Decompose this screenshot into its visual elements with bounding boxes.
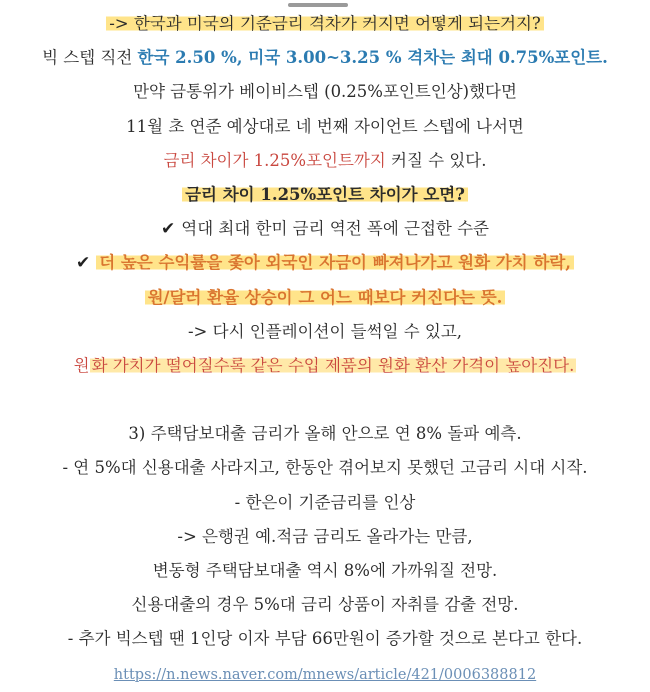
line-capital-outflow	[0, 246, 650, 280]
import-price-first: 원	[73, 355, 90, 375]
line-record-gap	[0, 212, 650, 246]
line-rate-gap	[0, 41, 650, 75]
check-mark-icon: ✔	[75, 253, 91, 274]
line-deposit-rates: -> 은행권 예.적금 금리도 올라가는 만큼,	[177, 526, 473, 546]
capital-outflow-text: 더 높은 수익률을 좇아 외국인 자금이 빠져나가고 원화 가치 하락,	[96, 253, 574, 272]
gap-question-highlight: 금리 차이 1.25%포인트 차이가 오면?	[182, 185, 468, 204]
line-mortgage-rate: 3) 주택담보대출 금리가 올해 안으로 연 8% 돌파 예측.	[128, 424, 522, 444]
line-baby-step: 만약 금통위가 베이비스텝 (0.25%포인트인상)했다면	[133, 82, 517, 102]
line-bok-hike: - 한은이 기준금리를 인상	[234, 492, 416, 512]
spacer	[0, 383, 650, 417]
line-giant-step: 11월 초 연준 예상대로 네 번째 자이언트 스텝에 나서면	[126, 116, 524, 136]
import-price-highlight: 화 가치가 떨어질수록 같은 수입 제품의 원화 환산 가격이 높아진다.	[91, 355, 575, 375]
line-gap-widen	[0, 144, 650, 178]
record-gap-text: 역대 최대 한미 금리 역전 폭에 근접한 수준	[181, 219, 489, 239]
gap-widen-rest: 커질 수 있다.	[385, 150, 487, 170]
article-note	[0, 7, 650, 691]
line-interest-burden: - 추가 빅스텝 땐 1인당 이자 부담 66만원이 증가할 것으로 본다고 한다.	[67, 629, 583, 649]
line-exchange-rate	[0, 281, 650, 315]
gap-widen-red: 금리 차이가 1.25%포인트까지	[163, 150, 386, 170]
line-high-rate-era: - 연 5%대 신용대출 사라지고, 한동안 겪어보지 못했던 고금리 시대 시작.	[62, 458, 588, 478]
line-question	[0, 7, 650, 41]
line-import-price	[0, 349, 650, 383]
rate-gap-prefix: 빅 스텝 직전	[42, 48, 138, 68]
check-mark-icon: ✔	[161, 219, 176, 240]
highlighted-question: -> 한국과 미국의 기준금리 격차가 커지면 어떻게 되는거지?	[106, 14, 544, 33]
rate-gap-values: 한국 2.50 %, 미국 3.00~3.25 % 격차는 최대 0.75%포인트.	[137, 48, 608, 68]
line-variable-mortgage: 변동형 주택담보대출 역시 8%에 가까워질 전망.	[152, 561, 498, 580]
line-credit-loan: 신용대출의 경우 5%대 금리 상품이 자취를 감출 전망.	[131, 595, 519, 615]
line-gap-question	[0, 178, 650, 212]
source-link[interactable]: https://n.news.naver.com/mnews/article/421/0006388812	[113, 666, 537, 683]
line-inflation: -> 다시 인플레이션이 들썩일 수 있고,	[187, 321, 462, 341]
exchange-rate-text: 원/달러 환율 상승이 그 어느 때보다 커진다는 뜻.	[145, 288, 506, 307]
